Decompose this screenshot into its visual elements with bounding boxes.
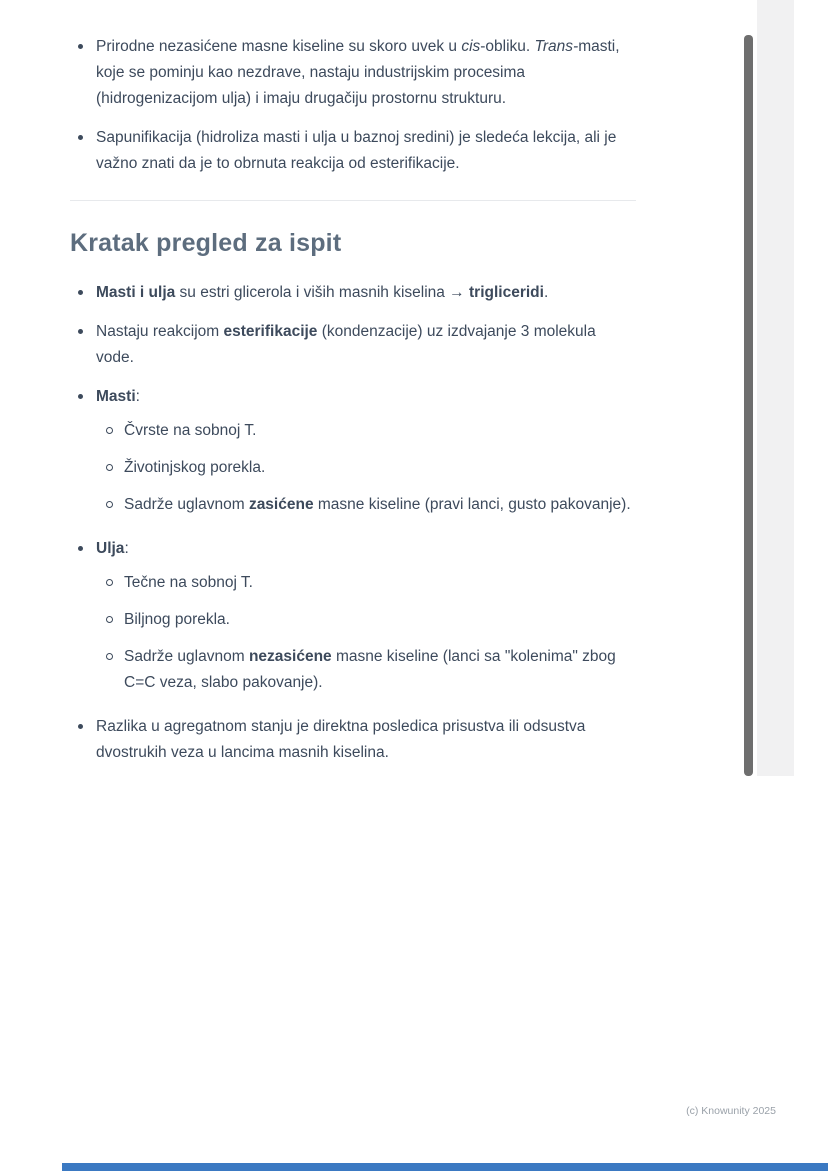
bold-text: Ulja [96, 540, 125, 557]
copyright-text: (c) Knowunity 2025 [686, 1105, 776, 1117]
section-heading: Kratak pregled za ispit [70, 229, 342, 257]
text-run: . [543, 284, 549, 301]
sub-list-item [96, 492, 636, 518]
scrollbar-track[interactable] [757, 0, 794, 776]
bold-text: zasićene [248, 496, 314, 513]
text-run: : [124, 540, 129, 557]
sub-list-item [96, 644, 636, 696]
list-item: Sapunifikacija (hidroliza masti i ulja u baznoj sredini) je sledeća lekcija, ali je važno znati da je to obrnuta reakcija od esterifikacije. [70, 125, 636, 177]
text-run: Sadrže uglavnom [124, 496, 249, 513]
list-item [70, 319, 636, 371]
text-run: -obliku. [480, 38, 535, 55]
list-item [70, 384, 636, 518]
sub-list-item: Tečne na sobnoj T. [96, 570, 636, 596]
next-page-edge-bar [62, 1163, 828, 1171]
intro-list [70, 34, 636, 177]
sub-list-masti [96, 418, 636, 518]
page-content [70, 34, 636, 779]
scrollbar-thumb[interactable] [744, 35, 753, 776]
sub-list-ulja [96, 570, 636, 696]
list-item: Razlika u agregatnom stanju je direktna posledica prisustva ili odsustva dvostrukih veza u lancima masnih kiselina. [70, 714, 636, 766]
summary-list [70, 280, 636, 766]
bold-text: trigliceridi [469, 284, 544, 301]
text-run: Nastaju reakcijom [96, 323, 224, 340]
text-run: : [135, 388, 140, 405]
text-run: masne kiseline (lanci sa "kolenima" zbog C=C veza, slabo pakovanje). [124, 648, 616, 691]
list-item [70, 34, 636, 112]
bold-text: nezasićene [248, 648, 332, 665]
section-divider [70, 200, 636, 201]
italic-text: Trans- [534, 38, 579, 55]
sub-list-item: Životinjskog porekla. [96, 455, 636, 481]
bold-text: Masti i ulja [96, 284, 176, 301]
bold-text: esterifikacije [223, 323, 318, 340]
text-run: (kondenzacije) uz izdvajanje 3 molekula vode. [96, 323, 596, 366]
text-run: masne kiseline (pravi lanci, gusto pakovanje). [313, 496, 631, 513]
text-run: Sadrže uglavnom [124, 648, 249, 665]
sub-list-item: Biljnog porekla. [96, 607, 636, 633]
sub-list-item: Čvrste na sobnoj T. [96, 418, 636, 444]
text-run: su estri glicerola i viših masnih kiselina → [175, 284, 469, 301]
text-run: Prirodne nezasićene masne kiseline su skoro uvek u [96, 38, 462, 55]
bold-text: Masti [96, 388, 136, 405]
text-run: masti, koje se pominju kao nezdrave, nastaju industrijskim procesima (hidrogenizacijom ulja) i imaju drugačiju prostornu strukturu. [96, 38, 620, 107]
list-item [70, 536, 636, 696]
italic-text: cis [461, 38, 481, 55]
list-item [70, 280, 636, 306]
